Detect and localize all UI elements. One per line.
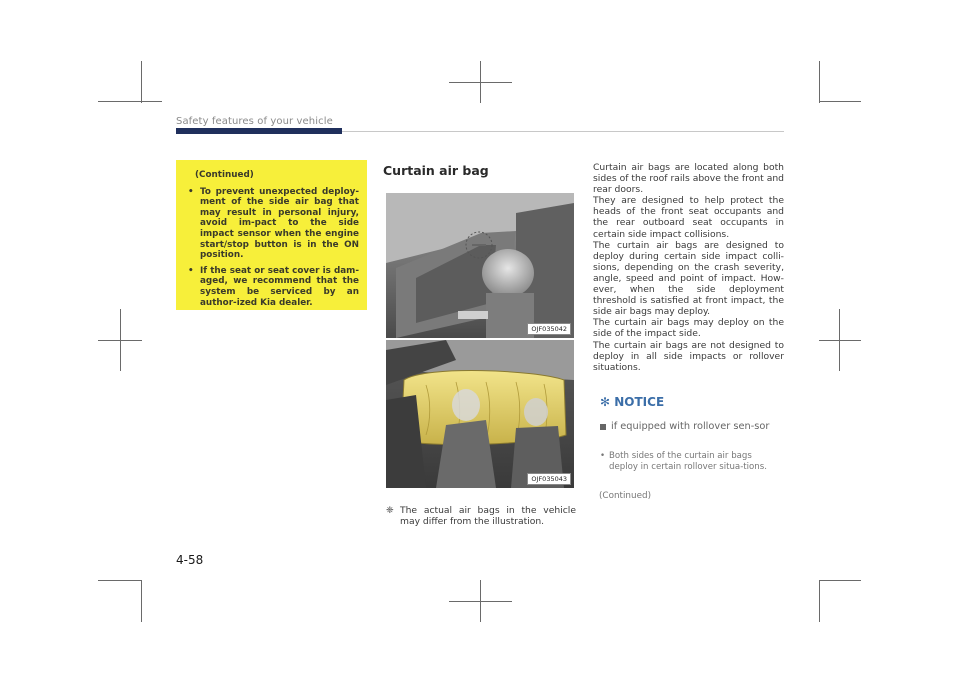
figure-code: OJF035043 (527, 473, 571, 485)
header-accent-bar (176, 128, 342, 134)
caption-text: The actual air bags in the vehicle may differ from the illustration. (400, 505, 576, 527)
continued-label: (Continued) (599, 491, 652, 501)
bullet-icon: • (188, 265, 194, 276)
bullet-icon: • (188, 186, 194, 197)
notice-subtitle (600, 421, 776, 433)
curtain-airbag-deployed-figure (386, 340, 574, 488)
section-title: Curtain air bag (383, 163, 489, 178)
body-paragraph: The curtain air bags may deploy on the side of the impact side. (593, 317, 784, 340)
square-bullet-icon (600, 424, 606, 430)
car-interior-illustration (386, 193, 574, 338)
body-text (593, 162, 784, 373)
deployed-airbag-illustration (386, 340, 574, 488)
body-paragraph: The curtain air bags are designed to deploy during certain side impact colli-sions, depending on the crash severity, angle, speed and point of impact. How-ever, when the side deployment threshold is satisfied at front impact, the side air bags may deploy. (593, 239, 784, 318)
notice-item-text: Both sides of the curtain air bags deploy in certain rollover situa-tions. (609, 451, 767, 472)
page-number: 4-58 (176, 553, 204, 567)
warning-item (188, 266, 359, 308)
header-rule (342, 131, 784, 132)
bullet-icon: • (600, 451, 606, 461)
warning-item-text: To prevent unexpected deploy-ment of the side air bag that may result in personal injury, avoid im-pact to the side impact sensor when the engine start/stop button is in the ON position. (200, 186, 359, 261)
warning-box (176, 160, 367, 310)
warning-item (188, 187, 359, 261)
notice-item (600, 451, 778, 473)
warning-item-text: If the seat or seat cover is dam-aged, we recommend that the system be serviced by an author-ized Kia dealer. (200, 265, 359, 308)
curtain-airbag-location-figure (386, 193, 574, 338)
notice-title: NOTICE (614, 395, 665, 409)
warning-title: (Continued) (195, 170, 254, 180)
body-paragraph: Curtain air bags are located along both sides of the roof rails above the front and rear doors. (593, 162, 784, 196)
notice-heading (600, 395, 664, 409)
notice-subtitle-text: if equipped with rollover sen-sor (611, 421, 770, 432)
figure-code: OJF035042 (527, 323, 571, 335)
section-header-title: Safety features of your vehicle (176, 116, 333, 127)
note-mark-icon: ❈ (386, 505, 394, 516)
body-paragraph: They are designed to help protect the heads of the front seat occupants and the rear outboard seat occupants in certain side impact collisions. (593, 195, 784, 240)
notice-icon: ✻ (600, 395, 611, 409)
figure-caption (386, 505, 576, 527)
body-paragraph: The curtain air bags are not designed to deploy in all side impacts or rollover situations. (593, 339, 784, 373)
